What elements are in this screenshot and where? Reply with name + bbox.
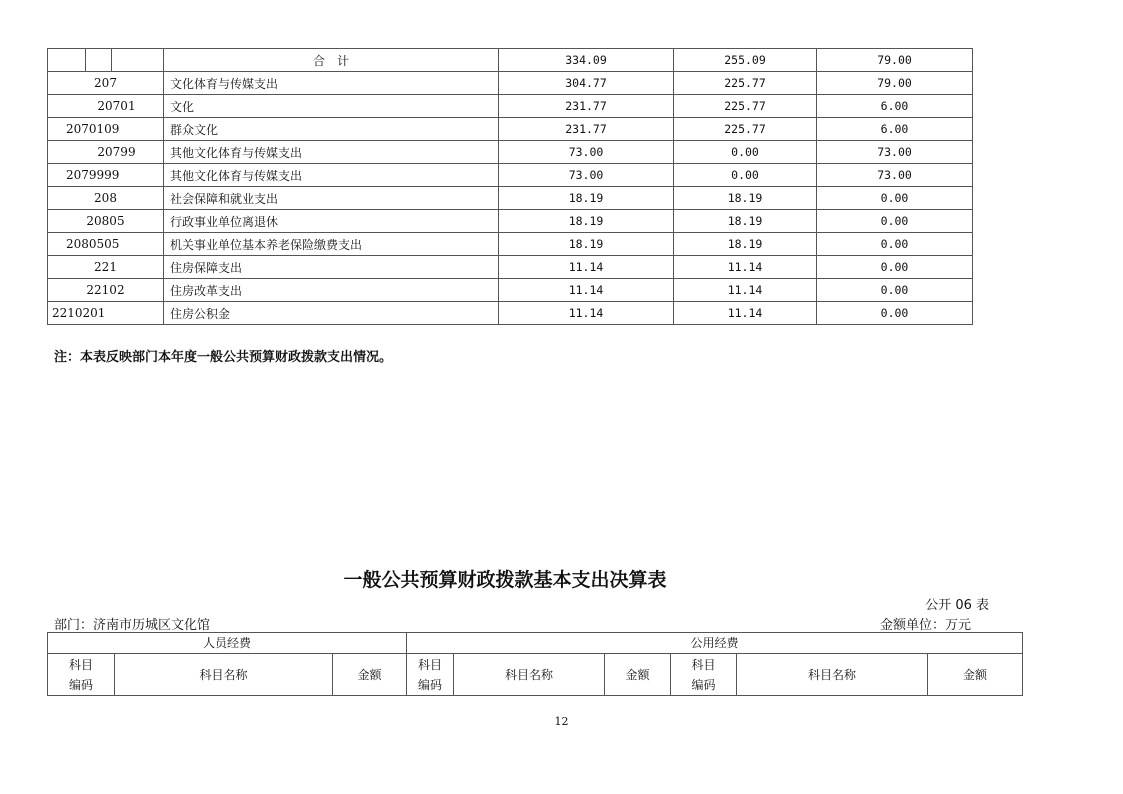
row-name: 其他文化体育与传媒支出 xyxy=(164,141,499,164)
row-value-3: 73.00 xyxy=(817,164,973,187)
row-code: 207 xyxy=(48,72,164,95)
total-value-1: 334.09 xyxy=(499,49,674,72)
row-name: 机关事业单位基本养老保险缴费支出 xyxy=(164,233,499,256)
row-value-1: 18.19 xyxy=(499,187,674,210)
row-code: 2070109 xyxy=(48,118,164,141)
row-value-1: 11.14 xyxy=(499,256,674,279)
column-header-row xyxy=(48,654,1023,696)
total-row xyxy=(48,49,973,72)
row-code: 20799 xyxy=(48,141,164,164)
row-code: 20701 xyxy=(48,95,164,118)
row-name: 其他文化体育与传媒支出 xyxy=(164,164,499,187)
col-amount-header: 金额 xyxy=(928,654,1023,696)
row-code: 2079999 xyxy=(48,164,164,187)
page-title: 一般公共预算财政拨款基本支出决算表 xyxy=(343,569,667,591)
row-name: 群众文化 xyxy=(164,118,499,141)
row-code: 221 xyxy=(48,256,164,279)
page-number: 12 xyxy=(554,715,569,728)
col-code-header: 科目 编码 xyxy=(671,654,737,696)
table-row xyxy=(48,256,973,279)
row-code: 2210201 xyxy=(48,302,164,325)
row-value-3: 0.00 xyxy=(817,210,973,233)
expenditure-table xyxy=(47,48,973,325)
total-value-3: 79.00 xyxy=(817,49,973,72)
basic-expenditure-table xyxy=(47,632,1023,696)
row-name: 住房保障支出 xyxy=(164,256,499,279)
row-value-2: 0.00 xyxy=(674,141,817,164)
row-value-1: 304.77 xyxy=(499,72,674,95)
row-value-3: 0.00 xyxy=(817,187,973,210)
row-value-3: 0.00 xyxy=(817,302,973,325)
row-value-1: 18.19 xyxy=(499,233,674,256)
row-name: 文化 xyxy=(164,95,499,118)
row-value-1: 231.77 xyxy=(499,118,674,141)
row-value-1: 11.14 xyxy=(499,302,674,325)
table-row xyxy=(48,210,973,233)
department-label: 部门：济南市历城区文化馆 xyxy=(54,618,211,633)
total-label: 合 计 xyxy=(164,49,499,72)
personnel-expense-header: 人员经费 xyxy=(48,633,407,654)
row-value-3: 6.00 xyxy=(817,118,973,141)
row-value-2: 225.77 xyxy=(674,95,817,118)
row-value-3: 0.00 xyxy=(817,233,973,256)
table-row xyxy=(48,164,973,187)
row-value-3: 6.00 xyxy=(817,95,973,118)
col-code-header: 科目 编码 xyxy=(48,654,115,696)
row-value-2: 0.00 xyxy=(674,164,817,187)
row-value-1: 73.00 xyxy=(499,141,674,164)
table-row xyxy=(48,72,973,95)
row-code: 22102 xyxy=(48,279,164,302)
table-row xyxy=(48,302,973,325)
public-expense-header: 公用经费 xyxy=(407,633,1023,654)
row-value-2: 11.14 xyxy=(674,302,817,325)
col-name-header: 科目名称 xyxy=(454,654,605,696)
total-value-2: 255.09 xyxy=(674,49,817,72)
row-name: 住房改革支出 xyxy=(164,279,499,302)
amount-unit-label: 金额单位：万元 xyxy=(879,618,971,633)
row-value-2: 18.19 xyxy=(674,187,817,210)
col-amount-header: 金额 xyxy=(333,654,407,696)
table-row xyxy=(48,95,973,118)
row-name: 社会保障和就业支出 xyxy=(164,187,499,210)
row-name: 行政事业单位离退休 xyxy=(164,210,499,233)
row-name: 住房公积金 xyxy=(164,302,499,325)
table-row xyxy=(48,118,973,141)
row-value-1: 18.19 xyxy=(499,210,674,233)
row-value-1: 231.77 xyxy=(499,95,674,118)
row-value-1: 11.14 xyxy=(499,279,674,302)
row-value-1: 73.00 xyxy=(499,164,674,187)
group-header-row xyxy=(48,633,1023,654)
row-value-3: 73.00 xyxy=(817,141,973,164)
form-number: 公开 06 表 xyxy=(925,598,989,613)
table-row xyxy=(48,279,973,302)
row-name: 文化体育与传媒支出 xyxy=(164,72,499,95)
row-code: 208 xyxy=(48,187,164,210)
row-value-3: 0.00 xyxy=(817,256,973,279)
table-row xyxy=(48,187,973,210)
row-value-2: 18.19 xyxy=(674,210,817,233)
col-code-header: 科目 编码 xyxy=(407,654,454,696)
row-value-2: 18.19 xyxy=(674,233,817,256)
col-amount-header: 金额 xyxy=(605,654,671,696)
row-code: 2080505 xyxy=(48,233,164,256)
row-value-3: 0.00 xyxy=(817,279,973,302)
row-value-2: 11.14 xyxy=(674,279,817,302)
table-note: 注：本表反映部门本年度一般公共预算财政拨款支出情况。 xyxy=(54,350,393,365)
col-name-header: 科目名称 xyxy=(115,654,333,696)
row-value-2: 225.77 xyxy=(674,118,817,141)
row-value-3: 79.00 xyxy=(817,72,973,95)
col-name-header: 科目名称 xyxy=(737,654,928,696)
table-row xyxy=(48,233,973,256)
row-code: 20805 xyxy=(48,210,164,233)
table-row xyxy=(48,141,973,164)
row-value-2: 11.14 xyxy=(674,256,817,279)
row-value-2: 225.77 xyxy=(674,72,817,95)
